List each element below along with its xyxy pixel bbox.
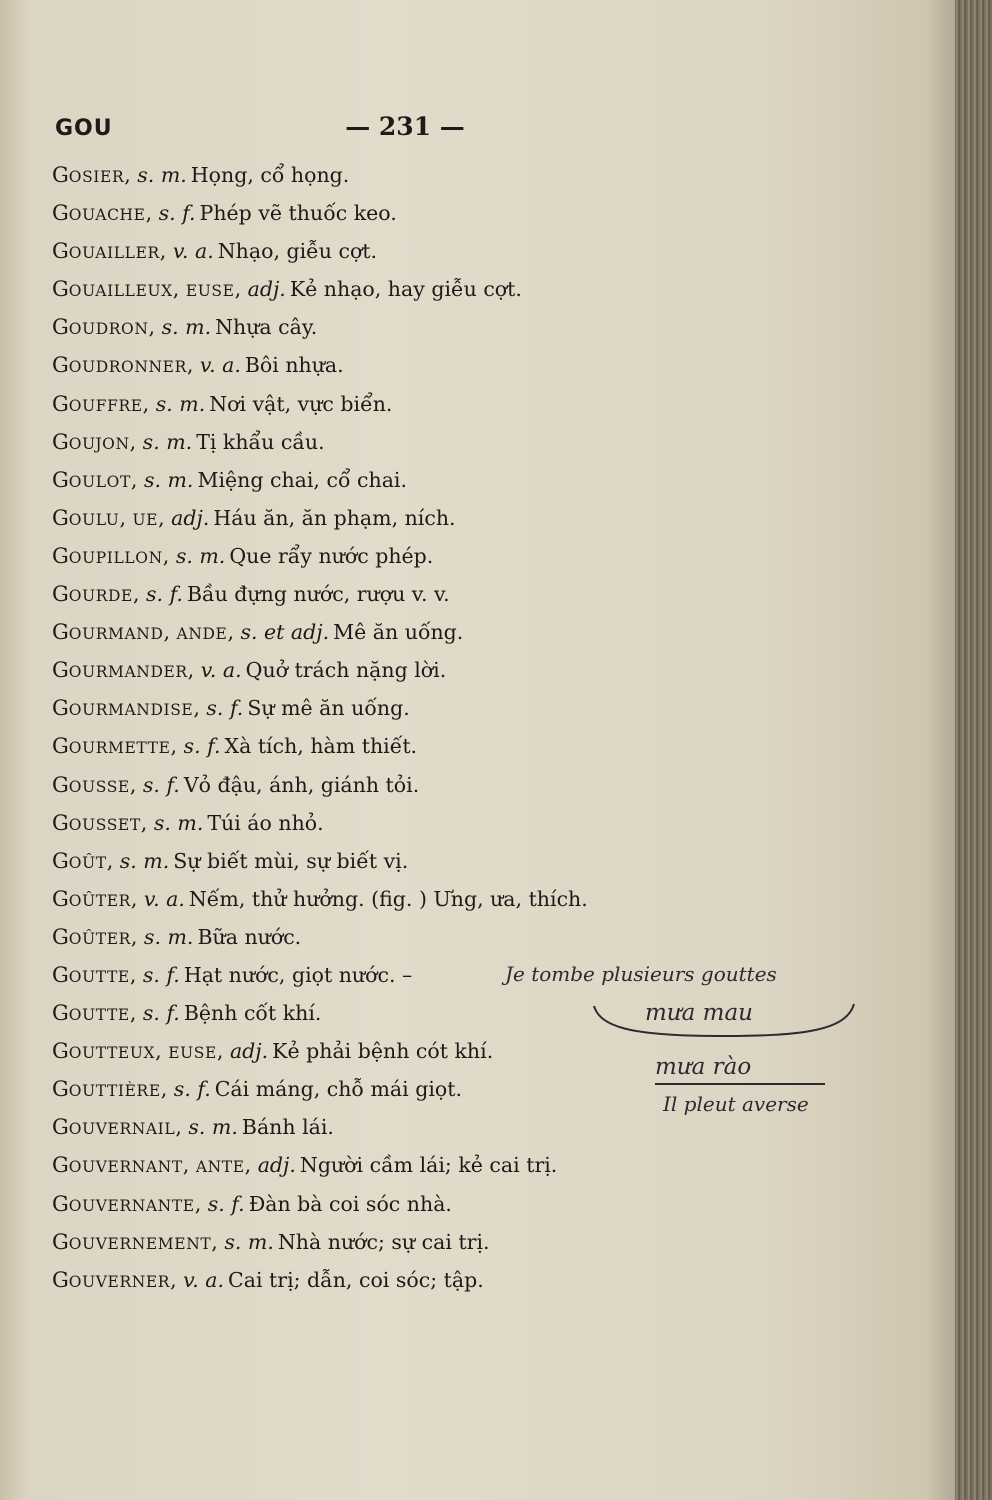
definition: Bôi nhựa. bbox=[244, 353, 344, 378]
dictionary-entry: GOUVERNER, v. a. Cai trị; dẫn, coi sóc; tập. bbox=[52, 1267, 484, 1292]
definition: Nhựa cây. bbox=[215, 315, 318, 340]
grammar-label: s. m. bbox=[155, 391, 206, 416]
headword: GOURMAND bbox=[52, 620, 164, 645]
grammar-label: s. m. bbox=[175, 543, 226, 568]
dictionary-entry: GOÛTER, s. m. Bữa nước. bbox=[52, 924, 302, 949]
grammar-label: v. a. bbox=[183, 1267, 225, 1292]
definition: Người cầm lái; kẻ cai trị. bbox=[299, 1153, 558, 1178]
dictionary-entry: GOURMANDER, v. a. Quở trách nặng lời. bbox=[52, 658, 447, 683]
dictionary-entry: GOUTTEUX, EUSE, adj. Kẻ phải bệnh cót khí. bbox=[52, 1039, 494, 1064]
definition: Cai trị; dẫn, coi sóc; tập. bbox=[228, 1267, 484, 1292]
handwritten-note: mưa rào bbox=[655, 1054, 752, 1080]
definition: Vỏ đậu, ánh, giánh tỏi. bbox=[183, 772, 420, 797]
feminine-suffix: ANTE bbox=[195, 1158, 245, 1177]
definition: Bánh lái. bbox=[241, 1115, 334, 1140]
dictionary-entry: GOURMANDISE, s. f. Sự mê ăn uống. bbox=[52, 696, 410, 721]
grammar-label: adj. bbox=[247, 277, 286, 302]
definition: Kẻ phải bệnh cót khí. bbox=[272, 1039, 494, 1064]
dictionary-entry: GOUSSE, s. f. Vỏ đậu, ánh, giánh tỏi. bbox=[52, 772, 420, 797]
headword: GOÛTER bbox=[52, 886, 131, 911]
grammar-label: s. f. bbox=[183, 734, 221, 759]
grammar-label: s. f. bbox=[142, 1001, 180, 1026]
definition: Đàn bà coi sóc nhà. bbox=[248, 1191, 452, 1216]
grammar-label: s. f. bbox=[146, 582, 183, 607]
definition: Túi áo nhỏ. bbox=[207, 810, 324, 835]
headword: GOUFFRE bbox=[52, 391, 143, 416]
headword: GOUAILLER bbox=[52, 239, 160, 264]
headword: GOUSSET bbox=[52, 810, 141, 835]
grammar-label: s. m. bbox=[119, 848, 170, 873]
grammar-label: s. f. bbox=[142, 962, 180, 987]
dictionary-entries bbox=[52, 156, 952, 1299]
definition: Nhạo, giễu cợt. bbox=[217, 239, 378, 264]
definition: Que rẩy nước phép. bbox=[229, 543, 434, 568]
grammar-label: adj. bbox=[171, 505, 210, 530]
dictionary-entry: GOUTTE, s. f. Bệnh cốt khí. bbox=[52, 1001, 322, 1026]
dictionary-entry: GOUPILLON, s. m. Que rẩy nước phép. bbox=[52, 543, 434, 568]
headword: GOUTTE bbox=[52, 1001, 130, 1026]
definition: Tị khẩu cầu. bbox=[196, 429, 325, 454]
page-header bbox=[0, 112, 965, 148]
headword: GOUSSE bbox=[52, 772, 130, 797]
definition: Mê ăn uống. bbox=[333, 620, 464, 645]
dictionary-entry: GOUTTE, s. f. Hạt nước, giọt nước. – bbox=[52, 962, 413, 987]
grammar-label: v. a. bbox=[143, 886, 185, 911]
definition: Bệnh cốt khí. bbox=[183, 1001, 322, 1026]
feminine-suffix: ANDE bbox=[176, 625, 228, 644]
headword: GOUTTIÈRE bbox=[52, 1077, 161, 1102]
grammar-label: adj. bbox=[257, 1153, 296, 1178]
handwritten-note: Je tombe plusieurs gouttes bbox=[505, 962, 777, 986]
headword: GOUVERNEMENT bbox=[52, 1229, 212, 1254]
dictionary-entry: GOURDE, s. f. Bầu đựng nước, rượu v. v. bbox=[52, 582, 450, 607]
definition: Quở trách nặng lời. bbox=[245, 658, 447, 683]
feminine-suffix: EUSE bbox=[185, 282, 235, 301]
grammar-label: s. m. bbox=[142, 429, 193, 454]
handwritten-underline bbox=[655, 1083, 825, 1085]
headword: GOUVERNANT bbox=[52, 1153, 183, 1178]
grammar-label: s. et adj. bbox=[240, 620, 330, 645]
handwritten-note: Il pleut averse bbox=[663, 1092, 809, 1116]
feminine-suffix: EUSE bbox=[168, 1044, 217, 1063]
dictionary-entry: GOULOT, s. m. Miệng chai, cổ chai. bbox=[52, 467, 407, 492]
definition: Sự mê ăn uống. bbox=[247, 696, 410, 721]
grammar-label: s. m. bbox=[224, 1229, 274, 1254]
dictionary-entry: GOUJON, s. m. Tị khẩu cầu. bbox=[52, 429, 325, 454]
grammar-label: adj. bbox=[229, 1039, 269, 1064]
grammar-label: s. f. bbox=[158, 201, 196, 226]
headword: GOÛTER bbox=[52, 924, 131, 949]
grammar-label: s. m. bbox=[188, 1115, 238, 1140]
grammar-label: s. f. bbox=[142, 772, 180, 797]
headword: GOUVERNANTE bbox=[52, 1191, 195, 1216]
headword: GOURMANDISE bbox=[52, 696, 194, 721]
definition: Nếm, thử hưởng. (fig. ) Ưng, ưa, thích. bbox=[188, 886, 588, 911]
definition: Cái máng, chỗ mái giọt. bbox=[214, 1077, 462, 1102]
grammar-label: v. a. bbox=[199, 353, 241, 378]
headword: GOUDRONNER bbox=[52, 353, 187, 378]
definition: Xà tích, hàm thiết. bbox=[224, 734, 418, 759]
dictionary-entry: GOUACHE, s. f. Phép vẽ thuốc keo. bbox=[52, 201, 397, 226]
dictionary-entry: GOUAILLEUX, EUSE, adj. Kẻ nhạo, hay giễu cợt. bbox=[52, 277, 522, 302]
feminine-suffix: UE bbox=[132, 510, 159, 529]
dictionary-entry: GOUVERNANTE, s. f. Đàn bà coi sóc nhà. bbox=[52, 1191, 452, 1216]
definition: Hạt nước, giọt nước. – bbox=[183, 962, 413, 987]
grammar-label: s. f. bbox=[173, 1077, 211, 1102]
grammar-label: s. m. bbox=[153, 810, 204, 835]
grammar-label: s. m. bbox=[161, 315, 212, 340]
headword: GOUVERNER bbox=[52, 1267, 171, 1292]
dictionary-entry: GOUVERNAIL, s. m. Bánh lái. bbox=[52, 1115, 334, 1140]
grammar-label: v. a. bbox=[200, 658, 242, 683]
headword: GOURMETTE bbox=[52, 734, 171, 759]
grammar-label: s. m. bbox=[143, 467, 194, 492]
headword: GOUAILLEUX bbox=[52, 277, 173, 302]
dictionary-entry: GOUAILLER, v. a. Nhạo, giễu cợt. bbox=[52, 239, 378, 264]
grammar-label: s. m. bbox=[143, 924, 194, 949]
dictionary-entry: GOUDRONNER, v. a. Bôi nhựa. bbox=[52, 353, 344, 378]
dictionary-entry: GOSIER, s. m. Họng, cổ họng. bbox=[52, 163, 350, 187]
definition: Họng, cổ họng. bbox=[190, 163, 350, 187]
dictionary-entry: GOUVERNEMENT, s. m. Nhà nước; sự cai trị. bbox=[52, 1229, 490, 1254]
dictionary-entry: GOURMETTE, s. f. Xà tích, hàm thiết. bbox=[52, 734, 418, 759]
dictionary-entry: GOUTTIÈRE, s. f. Cái máng, chỗ mái giọt. bbox=[52, 1077, 462, 1102]
headword: GOUJON bbox=[52, 429, 130, 454]
headword: GOÛT bbox=[52, 848, 107, 873]
definition: Phép vẽ thuốc keo. bbox=[199, 201, 397, 226]
dictionary-entry: GOÛTER, v. a. Nếm, thử hưởng. (fig. ) Ưng, ưa, thích. bbox=[52, 886, 588, 911]
headword: GOURMANDER bbox=[52, 658, 188, 683]
headword: GOUTTE bbox=[52, 962, 130, 987]
headword: GOUPILLON bbox=[52, 543, 163, 568]
headword: GOUTTEUX bbox=[52, 1039, 156, 1064]
definition: Nhà nước; sự cai trị. bbox=[277, 1229, 490, 1254]
book-page-edge bbox=[955, 0, 992, 1500]
dictionary-entry: GOUFFRE, s. m. Nơi vật, vực biển. bbox=[52, 391, 393, 416]
headword: GOUVERNAIL bbox=[52, 1115, 176, 1140]
headword: GOULOT bbox=[52, 467, 131, 492]
headword: GOURDE bbox=[52, 582, 133, 607]
dictionary-entry: GOUSSET, s. m. Túi áo nhỏ. bbox=[52, 810, 324, 835]
definition: Sự biết mùi, sự biết vị. bbox=[173, 848, 409, 873]
definition: Nơi vật, vực biển. bbox=[209, 391, 393, 416]
headword: GOUDRON bbox=[52, 315, 149, 340]
headword: GOUACHE bbox=[52, 201, 146, 226]
definition: Bầu đựng nước, rượu v. v. bbox=[186, 582, 450, 607]
definition: Bữa nước. bbox=[197, 924, 302, 949]
definition: Miệng chai, cổ chai. bbox=[197, 467, 407, 492]
grammar-label: v. a. bbox=[172, 239, 214, 264]
grammar-label: s. m. bbox=[137, 163, 187, 187]
dictionary-entry: GOURMAND, ANDE, s. et adj. Mê ăn uống. bbox=[52, 620, 464, 645]
dictionary-entry: GOULU, UE, adj. Háu ăn, ăn phạm, ních. bbox=[52, 505, 456, 530]
dictionary-entry: GOUDRON, s. m. Nhựa cây. bbox=[52, 315, 318, 340]
headword: GOSIER bbox=[52, 163, 125, 187]
page-number: — 231 — bbox=[345, 112, 465, 141]
grammar-label: s. f. bbox=[206, 696, 244, 721]
dictionary-entry: GOUVERNANT, ANTE, adj. Người cầm lái; kẻ cai trị. bbox=[52, 1153, 558, 1178]
handwritten-note: mưa mau bbox=[645, 1000, 753, 1026]
dictionary-entry: GOÛT, s. m. Sự biết mùi, sự biết vị. bbox=[52, 848, 409, 873]
definition: Háu ăn, ăn phạm, ních. bbox=[213, 505, 456, 530]
definition: Kẻ nhạo, hay giễu cợt. bbox=[289, 277, 522, 302]
section-mark: GOU bbox=[55, 116, 113, 141]
headword: GOULU bbox=[52, 505, 120, 530]
grammar-label: s. f. bbox=[207, 1191, 245, 1216]
